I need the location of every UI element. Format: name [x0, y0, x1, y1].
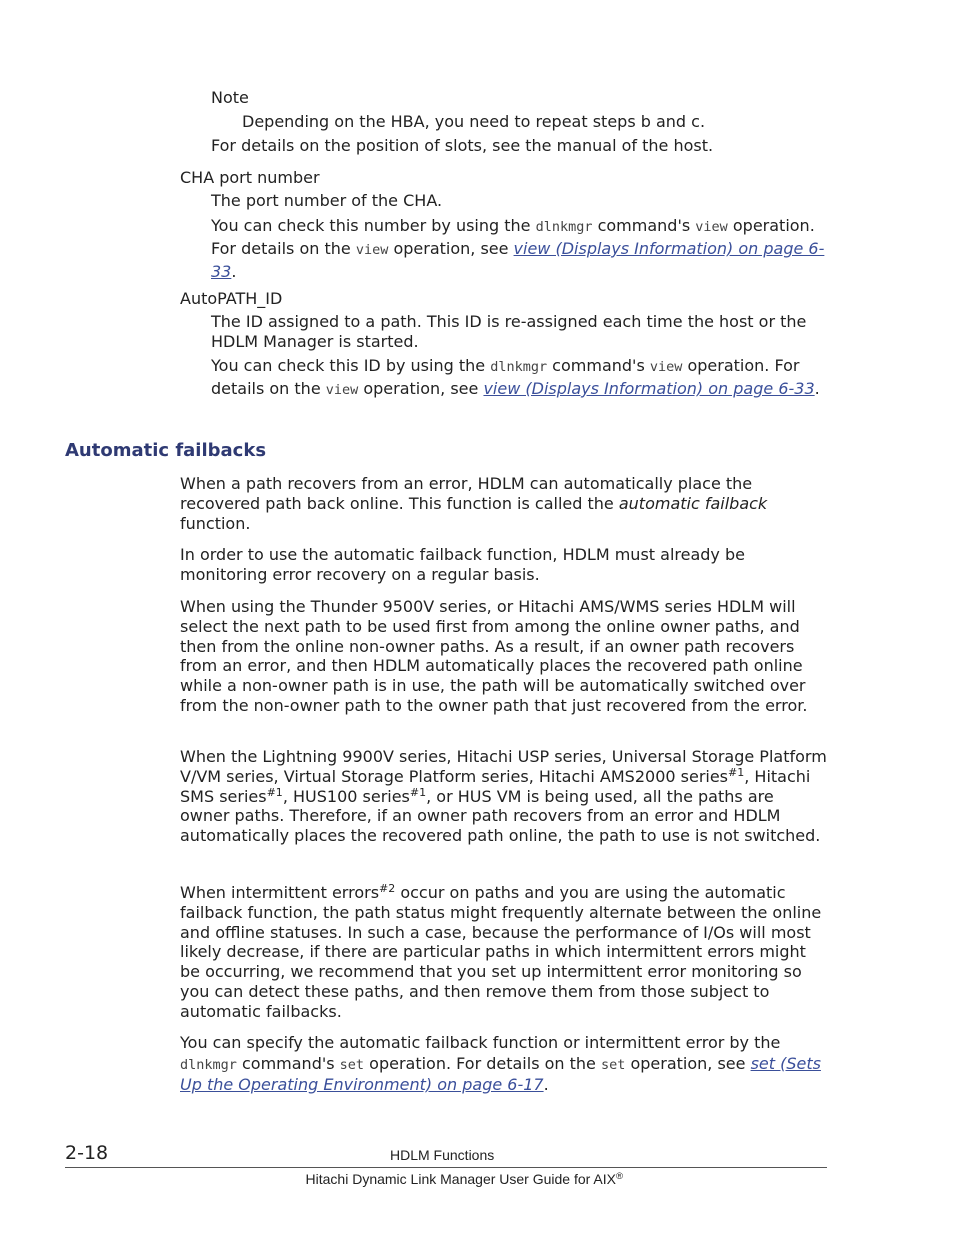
view-reference-link[interactable]: view (Displays Information) on page 6-33 [211, 239, 825, 281]
footnote-ref: #1 [728, 765, 745, 779]
text-span: command's [547, 356, 650, 375]
text-span: operation, see [358, 379, 484, 398]
paragraph-4 [180, 747, 828, 846]
text-span: When a path recovers from an error, HDLM can automatically place the recovered path back online. This function is called the [180, 474, 753, 513]
command-dlnkmgr: dlnkmgr [180, 1056, 237, 1073]
text-span: operation. For details on the [364, 1053, 601, 1073]
text-span: You can check this number by using the [211, 216, 536, 235]
text-span: When intermittent errors [180, 883, 380, 902]
text-span: operation. For details on the [211, 356, 800, 398]
operation-view: view [649, 359, 683, 375]
autopath-desc: The ID assigned to a path. This ID is re-assigned each time the host or the HDLM Manager is started. [211, 312, 807, 351]
paragraph-2: In order to use the automatic failback function, HDLM must already be monitoring error recovery on a regular basis. [180, 545, 745, 584]
note-text: Depending on the HBA, you need to repeat steps b and c. [242, 112, 706, 131]
text-span: . [814, 379, 820, 398]
text-span: You can check this ID by using the [211, 356, 491, 375]
text-span: You can specify the automatic failback function or intermittent error by the [180, 1033, 781, 1052]
paragraph-3: When using the Thunder 9500V series, or Hitachi AMS/WMS series HDLM will select the next path to be used first from among the online owner paths, and then from the online non-owner paths. As a result, if an owner path recovers from an error, and then HDLM automatically places the recovered path online while a non-owner path is in use, the path will be automatically switched over from the non-owner path to the owner path that just recovered from the error. [180, 597, 808, 715]
autopath-check-paragraph [211, 355, 831, 401]
text-span: function. [180, 513, 251, 533]
paragraph-6 [180, 1033, 828, 1096]
section-heading: Automatic failbacks [65, 440, 267, 461]
text-span: , or HUS VM is being used, all the paths are owner paths. Therefore, if an owner path recovers from an error and HDLM automatically places the recovered path online, the path to use is not switched. [180, 786, 821, 846]
text-span: , HUS100 series [282, 786, 410, 806]
autopath-term: AutoPATH_ID [180, 289, 283, 308]
text-span: operation. For details on the [211, 216, 815, 258]
paragraph-5 [180, 883, 828, 1022]
text-span: occur on paths and you are using the automatic failback function, the path status might frequently alternate between the online and offline statuses. In such a case, because the performance of I/Os will most likely decrease, if there are particular paths in which intermittent errors might be occurring, we recommend that you set up intermittent error monitoring so you can detect these paths, and then remove them from those subject to automatic failbacks. [180, 883, 822, 1021]
operation-view: view [355, 242, 389, 258]
footnote-ref: #2 [379, 882, 396, 895]
text-span: command's [592, 216, 696, 235]
footer-divider [65, 1167, 827, 1168]
text-span: , Hitachi SMS series [180, 766, 811, 806]
page-number: 2-18 [65, 1142, 109, 1164]
paragraph-1 [180, 474, 828, 533]
cha-port-check-paragraph [211, 215, 831, 282]
operation-set: set [339, 1056, 365, 1073]
operation-view: view [325, 382, 359, 398]
command-dlnkmgr: dlnkmgr [535, 219, 593, 235]
text-span: operation, see [625, 1053, 751, 1073]
note-label: Note [211, 88, 249, 107]
operation-view: view [695, 219, 728, 235]
command-dlnkmgr: dlnkmgr [490, 359, 548, 375]
operation-set: set [600, 1056, 626, 1073]
set-reference-link[interactable]: set (Sets Up the Operating Environment) on page 6-17 [180, 1053, 821, 1094]
footer-chapter: HDLM Functions [390, 1147, 495, 1163]
view-reference-link[interactable]: view (Displays Information) on page 6-33 [483, 379, 815, 398]
footer-book-title [306, 1171, 623, 1187]
book-title-text: Hitachi Dynamic Link Manager User Guide for AIX [305, 1171, 616, 1187]
text-span: command's [236, 1053, 340, 1073]
text-span: . [543, 1075, 549, 1094]
cha-port-term: CHA port number [180, 168, 320, 187]
slots-text: For details on the position of slots, see the manual of the host. [211, 136, 714, 155]
text-span: operation, see [388, 239, 514, 258]
registered-mark: ® [616, 1171, 623, 1182]
emphasis-term: automatic failback [618, 493, 768, 513]
text-span: . [231, 262, 237, 281]
footnote-ref: #1 [409, 785, 427, 799]
text-span: When the Lightning 9900V series, Hitachi USP series, Universal Storage Platform V/VM series, Virtual Storage Platform series, Hitachi AMS2000 series [180, 747, 827, 786]
cha-port-desc: The port number of the CHA. [211, 191, 443, 210]
footnote-ref: #1 [266, 785, 283, 799]
